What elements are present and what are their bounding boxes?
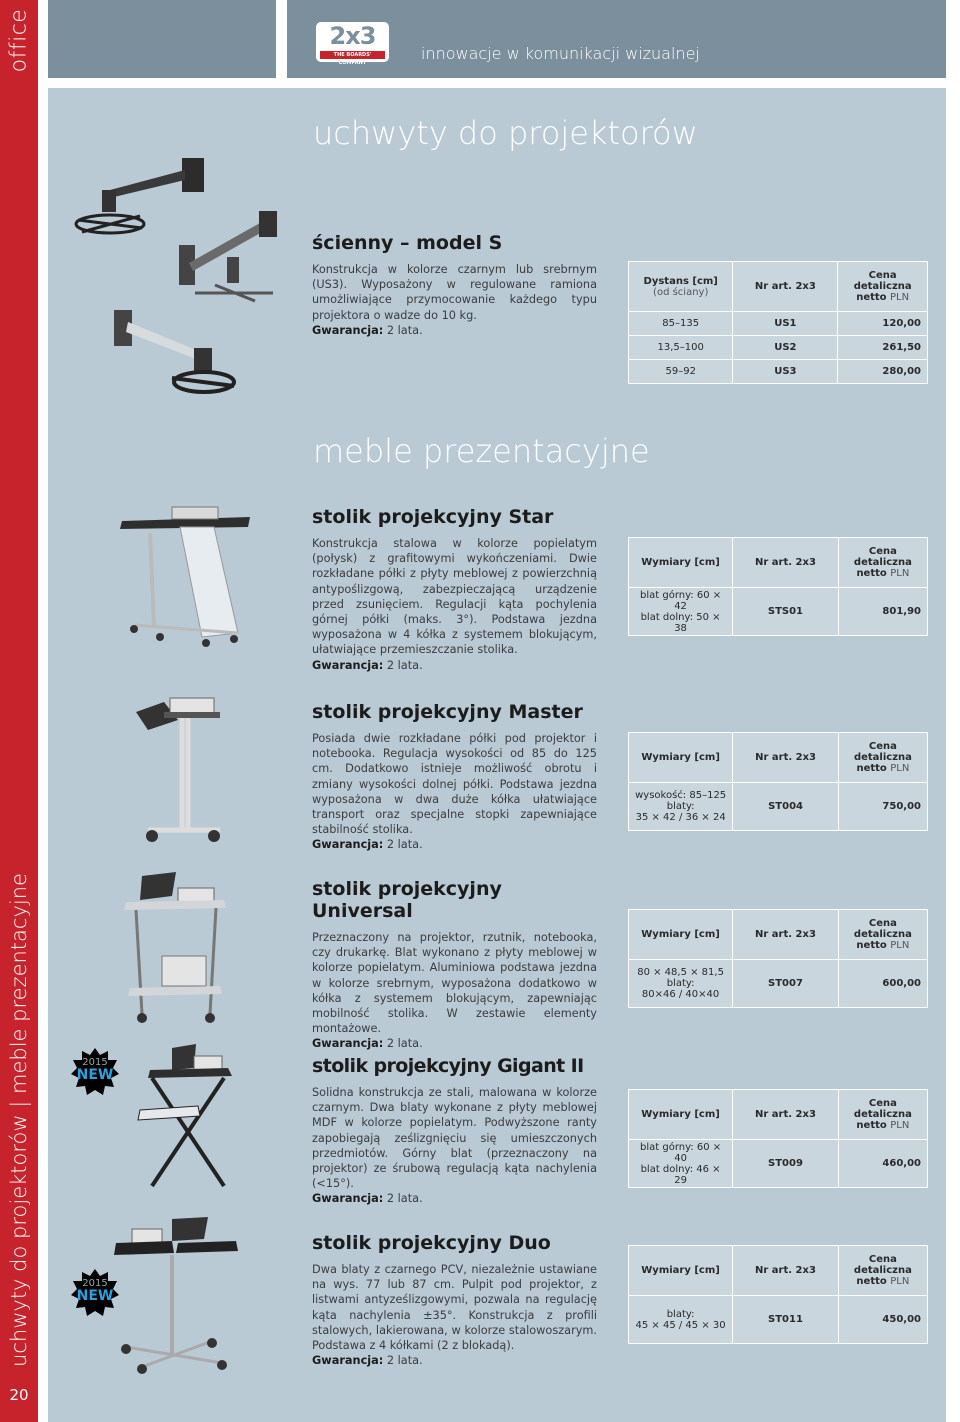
warranty: Gwarancja: 2 lata. [312,1192,423,1206]
table-gigant-image [128,1040,243,1190]
section-title-mounts: uchwyty do projektorów [313,114,698,152]
product-master [312,701,597,853]
table-master-image [130,690,230,850]
product-description: Konstrukcja w kolorze czarnym lub srebrnym (US3). Wyposażony w regulowane ramiona umożliwiające przymocowanie każdego typu projektora o wadze do 10 kg. [312,263,597,322]
table-row: 59–92 US3 280,00 [629,360,928,384]
table-row: wysokość: 85–125 blaty: 35 × 42 / 36 × 24 ST004 750,00 [629,783,928,831]
product-gigant [312,1055,597,1207]
table-row: 13,5–100 US2 261,50 [629,336,928,360]
warranty: Gwarancja: 2 lata. [312,838,423,852]
product-title: stolik projekcyjny Duo [312,1232,551,1254]
product-description: Solidna konstrukcja ze stali, malowana w kolorze czarnym. Dwa blaty wykonane z płyty meblowej MDF w kolorze popielatym. Podwyższone ranty zapobiegają ześlizgnięciu się umieszczonych przedmiotów. Górny blat (przeznaczony na projektor) ze śrubową regulacją kąta nachylenia (<15°). [312,1086,597,1191]
product-star [312,506,597,673]
col-header-art: Nr art. 2x3 [733,262,838,312]
wall-mount-image-3 [110,300,240,405]
price-table-star: Wymiary [cm] Nr art. 2x3 Cena detaliczna netto PLN blat górny: 60 × 42 blat dolny: 50 × 38 STS01 801,90 [628,537,928,636]
price-table-duo: Wymiary [cm] Nr art. 2x3 Cena detaliczna netto PLN blaty: 45 × 45 / 45 × 30 ST011 450,00 [628,1245,928,1344]
table-row: blaty: 45 × 45 / 45 × 30 ST011 450,00 [629,1296,928,1344]
price-table-master: Wymiary [cm] Nr art. 2x3 Cena detaliczna netto PLN wysokość: 85–125 blaty: 35 × 42 / 36 × 24 ST004 750,00 [628,732,928,831]
warranty: Gwarancja: 2 lata. [312,1354,423,1368]
product-wall-mount [312,232,597,338]
price-table-gigant: Wymiary [cm] Nr art. 2x3 Cena detaliczna netto PLN blat górny: 60 × 40 blat dolny: 46 × 29 ST009 460,00 [628,1089,928,1188]
new-badge-duo: 2015 NEW [71,1269,119,1317]
table-row: blat górny: 60 × 42 blat dolny: 50 × 38 STS01 801,90 [629,588,928,636]
warranty: Gwarancja: 2 lata. [312,1037,423,1051]
product-title: stolik projekcyjny Gigant II [312,1055,584,1077]
warranty: Gwarancja: 2 lata. [312,658,423,672]
section-title-furniture: meble prezentacyjne [313,432,650,470]
price-table-wall-mount [628,261,928,384]
sidebar-vertical-label: uchwyty do projektorów | meble prezentacyjne [7,873,31,1367]
product-title: ścienny – model S [312,232,503,254]
warranty: Gwarancja: 2 lata. [312,323,423,337]
new-badge-gigant: 2015 NEW [71,1048,119,1096]
table-row: 85–135 US1 120,00 [629,312,928,336]
sidebar-top-label: office [6,8,32,72]
col-header-price: Cena detaliczna netto PLN [838,262,928,312]
table-row: blat górny: 60 × 40 blat dolny: 46 × 29 ST009 460,00 [629,1140,928,1188]
price-table-universal: Wymiary [cm] Nr art. 2x3 Cena detaliczna netto PLN 80 × 48,5 × 81,5 blaty: 80×46 / 40×40 ST007 600,00 [628,909,928,1008]
page-number: 20 [9,1386,29,1404]
product-duo [312,1232,597,1368]
table-duo-image [112,1215,242,1375]
product-description: Konstrukcja stalowa w kolorze popielatym (połysk) z grafitowymi wykończeniami. Dwie rozkładane półki z płyty meblowej z powierzchnią antypoślizgową, zabezpieczającą urządzenie przed zsunięciem. Regulacji kąta pochylenia górnej półki (maks. 3°). Podstawa jezdna wyposażona w 4 kółka z systemem blokującym, ułatwiające przemieszczanie stolika. [312,537,597,657]
product-title: stolik projekcyjny Master [312,701,583,723]
table-star-image [110,505,260,650]
col-header-dim: Dystans [cm] (od ściany) [629,262,733,312]
product-description: Dwa blaty z czarnego PCV, niezależnie ustawiane na wys. 77 lub 87 cm. Pulpit pod projektor, z listwami antyześlizgowymi, pozwala na regulację kąta nachylenia ±35°. Konstrukcja z profili stalowych, lakierowana, w kolorze stalowoszarym. Podstawa z 4 kółkami (2 z blokadą). [312,1263,597,1353]
wall-mount-image-2 [175,205,285,305]
tagline: innowacje w komunikacji wizualnej [421,44,700,63]
product-title: stolik projekcyjny Star [312,506,554,528]
product-description: Przeznaczony na projektor, rzutnik, notebooka, czy drukarkę. Blat wykonano z płyty meblowej w kolorze popielatym. Aluminiowa podstawa jezdna w kolorze srebrnym, wyposażona dodatkowo w kółka z systemem blokującym, zapewniając mobilność stolika. W zestawie elementy montażowe. [312,931,597,1036]
table-row: 80 × 48,5 × 81,5 blaty: 80×46 / 40×40 ST007 600,00 [629,960,928,1008]
table-universal-image [120,870,240,1030]
brand-logo: 2x3 THE BOARDS' COMPANY [316,22,389,62]
header-block-left [48,0,276,78]
product-title: stolik projekcyjny Universal [312,878,502,922]
product-description: Posiada dwie rozkładane półki pod projektor i notebooka. Regulacja wysokości od 85 do 125 cm. Dodatkowo istnieje możliwość obrotu i zmiany wysokości dolnej półki. Podstawa jezdna wyposażona w dwa duże kółka ułatwiające transport oraz specjalne stopki zapewniające stabilność stolika. [312,732,597,837]
product-universal [312,878,597,1052]
